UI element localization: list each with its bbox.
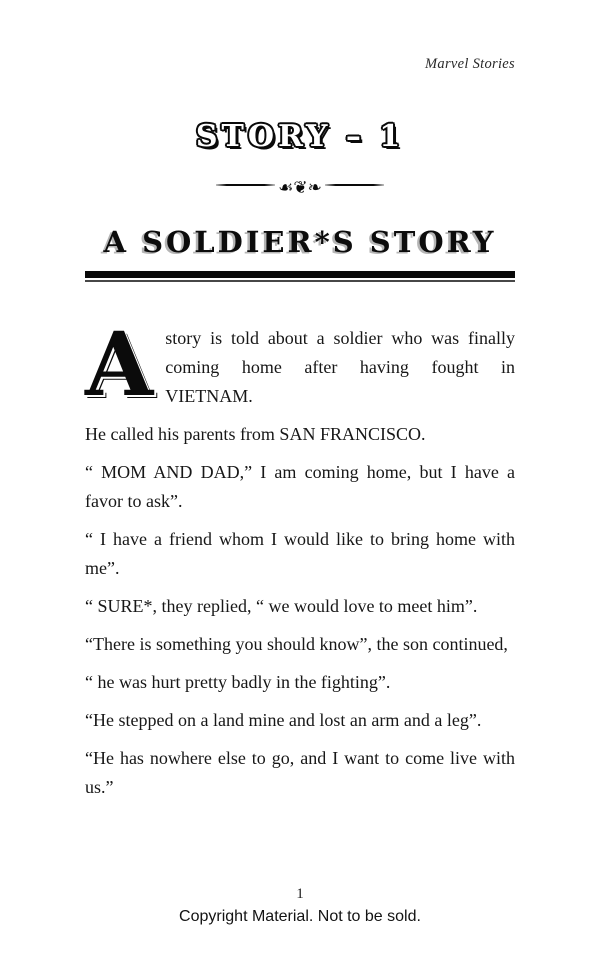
paragraph: He called his parents from SAN FRANCISCO. [85,424,426,444]
paragraph-text: story is told about a soldier who was finally coming home after having fought in VIETNAM. [165,328,515,406]
paragraph: “He has nowhere else to go, and I want to come live with us.” [85,748,515,797]
page-number: 1 [296,886,304,902]
story-title: A SOLDIER*S STORY [103,225,497,259]
paragraph: “He stepped on a land mine and lost an arm and a leg”. [85,710,482,730]
paragraph: “ I have a friend whom I would like to bring home with me”. [85,529,515,578]
copyright-notice: Copyright Material. Not to be sold. [179,908,421,925]
divider-line-left [216,184,275,186]
dropcap-letter: A [85,312,154,416]
divider-ornament-icon: ☙❦❧ [278,177,322,198]
paragraph [85,312,515,416]
section-divider [216,174,384,196]
story-body [85,312,515,802]
paragraph: “ he was hurt pretty badly in the fighting”. [85,672,391,692]
running-header: Marvel Stories [425,56,515,72]
paragraph: “ SURE*, they replied, “ we would love to meet him”. [85,596,478,616]
page-footer [85,886,515,926]
story-number-heading: STORY – 1 [195,119,405,154]
paragraph: “There is something you should know”, the son continued, [85,634,508,654]
paragraph: “ MOM AND DAD,” I am coming home, but I have a favor to ask”. [85,462,515,511]
double-rule [85,271,515,282]
divider-line-right [325,184,384,186]
